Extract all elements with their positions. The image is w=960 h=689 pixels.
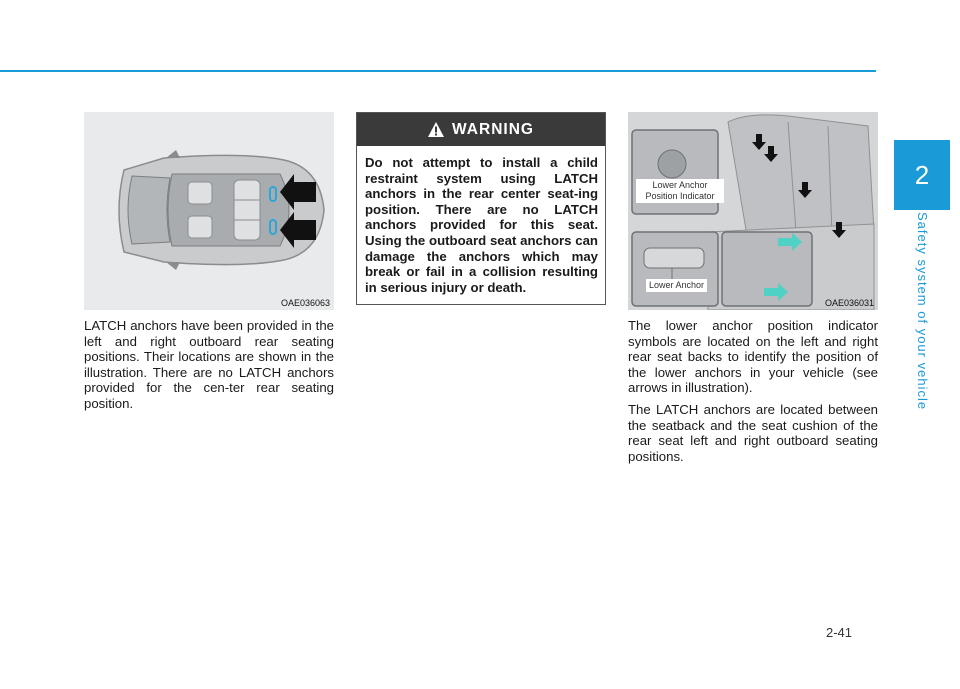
column-2 (356, 112, 606, 305)
top-rule (0, 70, 876, 72)
column-1 (84, 112, 334, 412)
warning-triangle-icon (428, 122, 444, 137)
chapter-title: Safety system of your vehicle (915, 212, 930, 411)
chapter-number: 2 (914, 160, 930, 190)
car-top-view-illustration (84, 112, 334, 310)
lower-anchor-position-indicator-label: Lower Anchor Position Indicator (636, 179, 724, 203)
lower-anchor-label: Lower Anchor (646, 279, 707, 292)
warning-header (357, 113, 605, 146)
warning-box (356, 112, 606, 305)
rear-seat-figure (628, 112, 878, 310)
warning-text: Do not attempt to install a child restraint system using LATCH anchors in the rear center seat-ing position. There are no LATCH anchors provided for this seat. Using the outboard seat anchors can damage the anchors which may break or fail in a collision resulting in serious injury or death. (365, 155, 598, 295)
figure-code: OAE036031 (824, 298, 874, 308)
figure-code: OAE036063 (280, 298, 330, 308)
latch-intro-text: LATCH anchors have been provided in the left and right outboard rear seating positions. Their locations are shown in the illustration. There are no LATCH anchors provided for the cen-ter rear seating position. (84, 318, 334, 411)
chapter-tab (884, 0, 960, 689)
anchor-location-text: The LATCH anchors are located between the seatback and the seat cushion of the rear seat left and right outboard seating positions. (628, 401, 878, 464)
page-number: 2-41 (826, 625, 853, 640)
column-3 (628, 112, 878, 464)
chapter-number-box (894, 140, 950, 210)
car-top-view-figure (84, 112, 334, 310)
warning-title: WARNING (452, 120, 534, 138)
indicator-description-text: The lower anchor position indicator symbols are located on the left and right rear seat backs to identify the position of the lower anchors in your vehicle (see arrows in illustration). (628, 318, 878, 396)
